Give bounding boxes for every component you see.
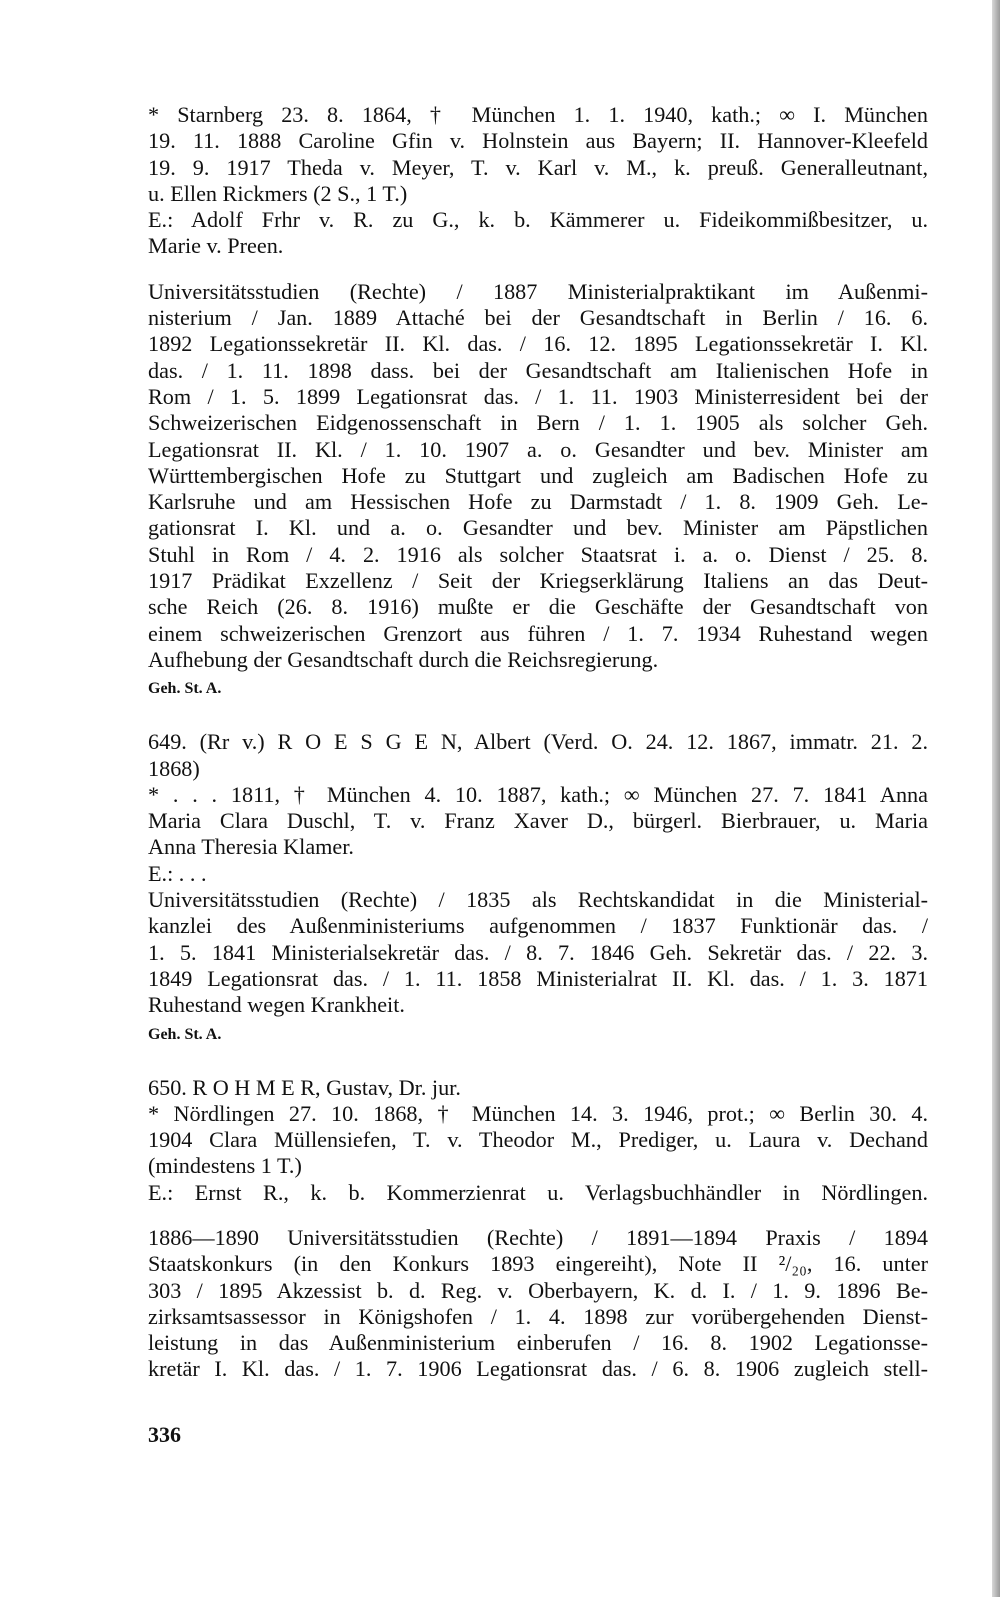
entry-648-line-2: 19. 11. 1888 Caroline Gfin v. Holnstein aus Bayern; II. Hannover-Kleefeld bbox=[148, 128, 928, 154]
entry-648 bbox=[148, 102, 928, 699]
entry-648-career-14: einem schweizerischen Grenzort aus führen / 1. 7. 1934 Ruhestand wegen bbox=[148, 620, 928, 646]
entry-648-line-5: E.: Adolf Frhr v. R. zu G., k. b. Kämmerer u. Fideikommißbesitzer, u. bbox=[148, 207, 928, 233]
entry-648-career-2: nisterium / Jan. 1889 Attaché bei der Gesandtschaft in Berlin / 16. 6. bbox=[148, 305, 928, 331]
entry-648-career-13: sche Reich (26. 8. 1916) mußte er die Geschäfte der Gesandtschaft von bbox=[148, 594, 928, 620]
entry-650-line-2: 1904 Clara Müllensiefen, T. v. Theodor M., Prediger, u. Laura v. Dechand bbox=[148, 1127, 928, 1153]
page-number: 336 bbox=[148, 1422, 181, 1447]
entry-648-line-4: u. Ellen Rickmers (2 S., 1 T.) bbox=[148, 180, 408, 206]
entry-648-career-3: 1892 Legationssekretär II. Kl. das. / 16. 12. 1895 Legationssekretär I. Kl. bbox=[148, 331, 928, 357]
entry-650-career-1: 1886—1890 Universitätsstudien (Rechte) / 1891—1894 Praxis / 1894 bbox=[148, 1224, 928, 1250]
entry-650-line-1: * Nördlingen 27. 10. 1868, † München 14. 3. 1946, prot.; ∞ Berlin 30. 4. bbox=[148, 1100, 928, 1126]
entry-650-career-2: Staatskonkurs (in den Konkurs 1893 eingereiht), Note II ²/₂₀, 16. unter bbox=[148, 1251, 928, 1277]
entry-649-header-2: 1868) bbox=[148, 755, 200, 781]
page-edge-shadow bbox=[992, 0, 1000, 1597]
entry-648-career-15: Aufhebung der Gesandtschaft durch die Reichsregierung. bbox=[148, 646, 659, 672]
entry-648-career-9: Karlsruhe und am Hessischen Hofe zu Darmstadt / 1. 8. 1909 Geh. Le- bbox=[148, 489, 928, 515]
entry-650-career-5: leistung in das Außenministerium einberufen / 16. 8. 1902 Legationsse- bbox=[148, 1330, 928, 1356]
entry-649-header-1: 649. (Rr v.) R O E S G E N, Albert (Verd. O. 24. 12. 1867, immatr. 21. 2. bbox=[148, 729, 928, 755]
entry-649-line-1: * . . . 1811, † München 4. 10. 1887, kath.; ∞ München 27. 7. 1841 Anna bbox=[148, 781, 928, 807]
entry-649-line-4: E.: . . . bbox=[148, 860, 207, 886]
entry-648-line-6: Marie v. Preen. bbox=[148, 233, 284, 259]
entry-648-career-12: 1917 Prädikat Exzellenz / Seit der Kriegserklärung Italiens an das Deut- bbox=[148, 568, 928, 594]
entry-650-career-4: zirksamtsassessor in Königshofen / 1. 4. 1898 zur vorübergehenden Dienst- bbox=[148, 1303, 928, 1329]
entry-648-source: Geh. St. A. bbox=[148, 680, 222, 698]
entry-650 bbox=[148, 1075, 928, 1383]
entry-650-career-3: 303 / 1895 Akzessist b. d. Reg. v. Oberbayern, K. d. I. / 1. 9. 1896 Be- bbox=[148, 1277, 928, 1303]
entry-648-career-5: Rom / 1. 5. 1899 Legationsrat das. / 1. 11. 1903 Ministerresident bei der bbox=[148, 383, 928, 409]
entry-648-career-11: Stuhl in Rom / 4. 2. 1916 als solcher Staatsrat i. a. o. Dienst / 25. 8. bbox=[148, 541, 928, 567]
entry-649 bbox=[148, 729, 928, 1044]
entry-649-career-1: Universitätsstudien (Rechte) / 1835 als Rechtskandidat in die Ministerial- bbox=[148, 887, 928, 913]
entry-648-career-8: Württembergischen Hofe zu Stuttgart und zugleich am Badischen Hofe zu bbox=[148, 462, 928, 488]
entry-650-career-6: kretär I. Kl. das. / 1. 7. 1906 Legationsrat das. / 6. 8. 1906 zugleich stell- bbox=[148, 1356, 928, 1382]
entry-649-career-2: kanzlei des Außenministeriums aufgenommen / 1837 Funktionär das. / bbox=[148, 913, 928, 939]
entry-649-line-3: Anna Theresia Klamer. bbox=[148, 834, 354, 860]
entry-648-line-1: * Starnberg 23. 8. 1864, † München 1. 1. 1940, kath.; ∞ I. München bbox=[148, 102, 928, 127]
entry-648-career-6: Schweizerischen Eidgenossenschaft in Bern / 1. 1. 1905 als solcher Geh. bbox=[148, 410, 928, 436]
entry-649-career-5: Ruhestand wegen Krankheit. bbox=[148, 992, 405, 1018]
entry-648-career-7: Legationsrat II. Kl. / 1. 10. 1907 a. o. Gesandter und bev. Minister am bbox=[148, 436, 928, 462]
page-text bbox=[148, 102, 928, 1383]
entry-649-line-2: Maria Clara Duschl, T. v. Franz Xaver D., bürgerl. Bierbrauer, u. Maria bbox=[148, 808, 928, 834]
entry-648-line-3: 19. 9. 1917 Theda v. Meyer, T. v. Karl v. M., k. preuß. Generalleutnant, bbox=[148, 154, 928, 180]
entry-650-line-4: E.: Ernst R., k. b. Kommerzienrat u. Verlagsbuchhändler in Nördlingen. bbox=[148, 1179, 928, 1205]
entry-648-career-4: das. / 1. 11. 1898 dass. bei der Gesandtschaft am Italienischen Hofe in bbox=[148, 357, 928, 383]
entry-650-line-3: (mindestens 1 T.) bbox=[148, 1153, 302, 1179]
entry-650-header-1: 650. R O H M E R, Gustav, Dr. jur. bbox=[148, 1074, 461, 1100]
entry-649-career-3: 1. 5. 1841 Ministerialsekretär das. / 8. 7. 1846 Geh. Sekretär das. / 22. 3. bbox=[148, 939, 928, 965]
entry-648-career-10: gationsrat I. Kl. und a. o. Gesandter und bev. Minister am Päpstlichen bbox=[148, 515, 928, 541]
entry-648-career-1: Universitätsstudien (Rechte) / 1887 Ministerialpraktikant im Außenmi- bbox=[148, 278, 928, 304]
entry-649-career-4: 1849 Legationsrat das. / 1. 11. 1858 Ministerialrat II. Kl. das. / 1. 3. 1871 bbox=[148, 965, 928, 991]
entry-649-source: Geh. St. A. bbox=[148, 1025, 222, 1043]
